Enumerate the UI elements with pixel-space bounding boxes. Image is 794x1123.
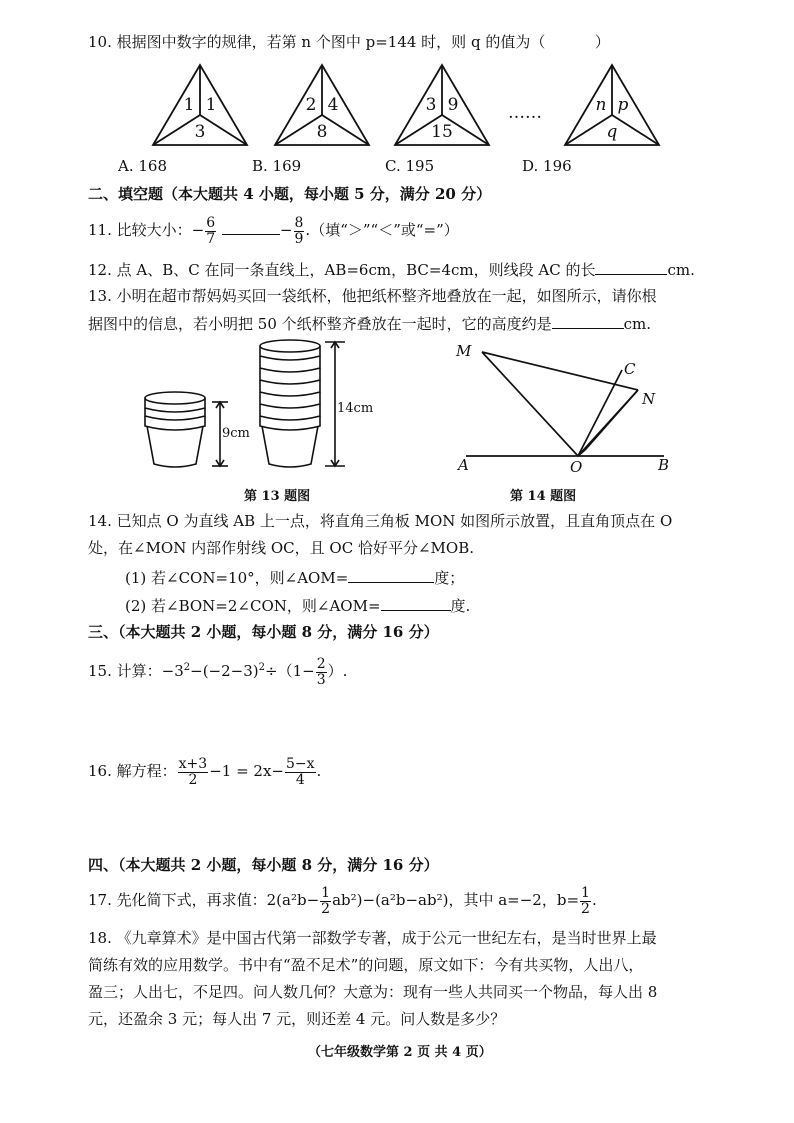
question-text: (1) 若∠CON=10°，则∠AOM=: [125, 569, 349, 587]
exponent: 2: [258, 662, 266, 673]
section-2-heading: 二、填空题（本大题共 4 小题，每小题 5 分，满分 20 分）: [88, 185, 492, 203]
fraction-x-plus-3-over-2: [178, 757, 209, 788]
point-m-label: M: [456, 342, 472, 360]
unit: 度.: [450, 597, 471, 615]
exponent: 2: [183, 662, 191, 673]
option-a: A. 168: [118, 157, 167, 175]
question-number: 15.: [88, 662, 112, 680]
answer-blank[interactable]: [381, 594, 451, 611]
answer-blank[interactable]: [222, 218, 280, 235]
triangle-1-right: 1: [205, 95, 217, 115]
question-number: 13.: [88, 287, 112, 305]
question-number: 12.: [88, 261, 112, 279]
figure-14-angle-diagram: [452, 338, 692, 478]
minus-sign: −: [279, 221, 293, 239]
fraction-8-9: [294, 216, 305, 247]
numerator: 6: [206, 214, 216, 231]
point-a-label: A: [458, 456, 469, 474]
triangle-2-left: 2: [305, 95, 317, 115]
fraction-6-7: [205, 216, 216, 247]
figure-13-paper-cups: [130, 336, 390, 476]
question-number: 18.: [88, 929, 112, 947]
question-text: 根据图中数字的规律，若第 n 个图中 p=144 时，则 q 的值为（: [116, 33, 546, 51]
denominator: 7: [206, 230, 216, 247]
triangle-2-right: 4: [327, 95, 339, 115]
question-number: 16.: [88, 762, 112, 780]
denominator: 2: [581, 900, 590, 917]
expression: .: [591, 891, 597, 909]
question-text: 小明在超市帮妈妈买回一袋纸杯，他把纸杯整齐地叠放在一起，如图所示，请你根: [116, 287, 657, 305]
answer-blank[interactable]: [348, 566, 434, 583]
numerator: 1: [321, 884, 331, 901]
question-number: 10.: [88, 33, 112, 51]
option-d: D. 196: [522, 157, 572, 175]
triangle-4-right: p: [617, 95, 629, 115]
expression: 先化简下式，再求值：2(a²b−: [116, 891, 320, 909]
figure-14-caption: 第 14 题图: [510, 489, 577, 504]
expression: ）.: [327, 662, 348, 680]
triangle-1-left: 1: [183, 95, 195, 115]
answer-blank[interactable]: [595, 258, 667, 275]
question-13-line-2: [88, 312, 651, 334]
question-16: [88, 754, 321, 788]
question-14-line-1: [88, 511, 672, 531]
denominator: 2: [321, 900, 331, 917]
question-text: 解方程：: [116, 762, 177, 780]
triangle-1-bottom: 3: [194, 122, 206, 142]
fraction-1-2-b: [580, 886, 591, 917]
denominator: 2: [188, 771, 198, 788]
unit: cm.: [623, 315, 652, 333]
ellipsis: ……: [508, 103, 542, 123]
page-footer: （七年级数学第 2 页 共 4 页）: [308, 1045, 492, 1060]
ray-oc: [578, 370, 622, 456]
numerator: x+3: [178, 755, 208, 772]
question-18-line-3: 盈三；人出七，不足四。问人数几何？大意为：现有一些人共同买一个物品，每人出 8: [88, 983, 658, 1001]
number-pattern-triangles: [145, 60, 665, 152]
label-14cm: 14cm: [337, 401, 374, 416]
question-12: [88, 258, 695, 280]
denominator: 3: [316, 671, 326, 688]
numerator: 8: [294, 214, 304, 231]
denominator: 9: [294, 230, 304, 247]
question-13-line-1: [88, 286, 657, 306]
point-b-label: B: [658, 456, 670, 474]
question-14-line-2: 处，在∠MON 内部作射线 OC，且 OC 恰好平分∠MOB.: [88, 539, 474, 557]
segment-om: [482, 352, 578, 456]
unit: cm.: [667, 261, 695, 279]
fraction-1-2: [320, 886, 331, 917]
label-9cm: 9cm: [222, 426, 250, 441]
question-number: 14.: [88, 512, 112, 530]
expression: .: [316, 762, 322, 780]
question-text: 《九章算术》是中国古代第一部数学专著，成于公元一世纪左右，是当时世界上最: [116, 929, 657, 947]
question-number: 17.: [88, 891, 112, 909]
question-hint: .（填“＞”“＜”或“=”）: [305, 221, 459, 239]
point-o-label: O: [570, 458, 583, 476]
question-14-part-2: [125, 594, 470, 616]
section-4-heading: 四、（本大题共 2 小题，每小题 8 分，满分 16 分）: [88, 856, 439, 874]
figure-13-caption: 第 13 题图: [244, 489, 311, 504]
question-text: 比较大小：−: [116, 221, 205, 239]
fraction-2-3: [316, 657, 327, 688]
question-text: 已知点 O 为直线 AB 上一点，将直角三角板 MON 如图所示放置，且直角顶点在 O: [116, 512, 673, 530]
question-number: 11.: [88, 221, 112, 239]
answer-bracket: ）: [594, 33, 610, 51]
tall-cup-stack: [260, 340, 320, 467]
expression: ab²)−(a²b−ab²)，其中 a=−2，b=: [332, 891, 580, 909]
expression: −(−2−3): [190, 662, 259, 680]
question-10-stem: [88, 32, 610, 52]
numerator: 2: [316, 655, 326, 672]
question-17: [88, 884, 597, 917]
denominator: 4: [295, 771, 305, 788]
triangle-3-bottom: 15: [431, 122, 453, 142]
expression: 计算：−3: [116, 662, 184, 680]
triangle-4-bottom: q: [606, 122, 618, 142]
question-18-line-2: 简练有效的应用数学。书中有“盈不足术”的问题，原文如下：今有共买物，人出八，: [88, 956, 644, 974]
numerator: 1: [581, 884, 590, 901]
question-text: 据图中的信息，若小明把 50 个纸杯整齐叠放在一起时，它的高度约是: [88, 315, 552, 333]
triangle-2-bottom: 8: [316, 122, 328, 142]
small-cup-stack: [145, 392, 205, 467]
option-c: C. 195: [385, 157, 435, 175]
question-18-line-1: [88, 928, 657, 948]
numerator: 5−x: [286, 755, 315, 772]
section-3-heading: 三、（本大题共 2 小题，每小题 8 分，满分 16 分）: [88, 623, 439, 641]
point-c-label: C: [624, 360, 636, 378]
question-15: [88, 652, 347, 688]
question-text: 点 A、B、C 在同一条直线上，AB=6cm，BC=4cm，则线段 AC 的长: [116, 261, 596, 279]
triangle-3-left: 3: [425, 95, 437, 115]
option-b: B. 169: [252, 157, 302, 175]
question-text: (2) 若∠BON=2∠CON，则∠AOM=: [125, 597, 381, 615]
unit: 度；: [434, 569, 465, 587]
triangle-3-right: 9: [447, 95, 459, 115]
question-14-part-1: [125, 566, 464, 588]
expression: ÷（1−: [265, 662, 315, 680]
answer-blank[interactable]: [552, 312, 624, 329]
point-n-label: N: [642, 390, 656, 408]
question-18-line-4: 元，还盈余 3 元；每人出 7 元，则还差 4 元。问人数是多少？: [88, 1010, 506, 1028]
expression: −1 = 2x−: [209, 762, 284, 780]
fraction-5-minus-x-over-4: [285, 757, 316, 788]
question-11: [88, 214, 459, 247]
triangle-4-left: n: [595, 95, 607, 115]
